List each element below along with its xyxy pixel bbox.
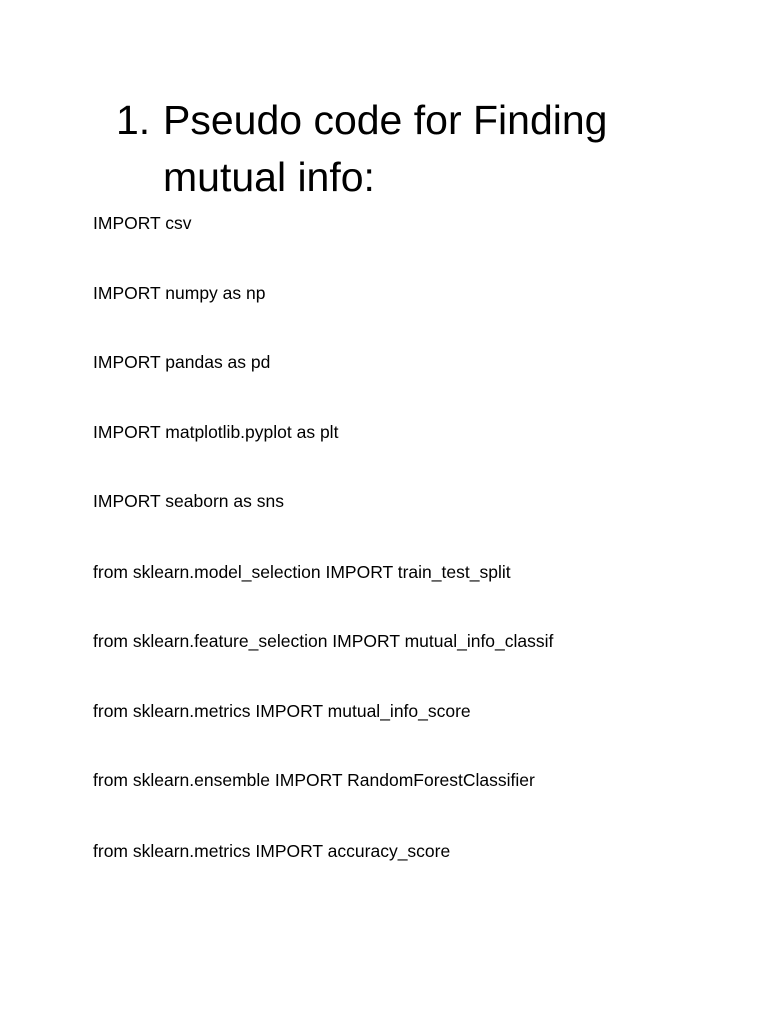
- code-line-import-train-test-split: from sklearn.model_selection IMPORT train_test_split: [93, 562, 511, 582]
- heading-text: Pseudo code for Finding mutual info:: [163, 97, 608, 200]
- code-line-import-matplotlib: IMPORT matplotlib.pyplot as plt: [93, 422, 339, 442]
- code-line-import-random-forest: from sklearn.ensemble IMPORT RandomForestClassifier: [93, 770, 535, 790]
- code-line-import-csv: IMPORT csv: [93, 213, 192, 233]
- code-line-import-accuracy-score: from sklearn.metrics IMPORT accuracy_score: [93, 841, 451, 861]
- code-line-import-numpy: IMPORT numpy as np: [93, 283, 266, 303]
- code-line-import-mutual-info-score: from sklearn.metrics IMPORT mutual_info_score: [93, 701, 471, 721]
- code-line-import-pandas: IMPORT pandas as pd: [93, 352, 271, 372]
- heading-number: 1.: [116, 97, 151, 143]
- code-line-import-seaborn: IMPORT seaborn as sns: [93, 491, 284, 511]
- code-line-import-mutual-info-classif: from sklearn.feature_selection IMPORT mutual_info_classif: [93, 631, 554, 651]
- section-heading: [116, 92, 736, 206]
